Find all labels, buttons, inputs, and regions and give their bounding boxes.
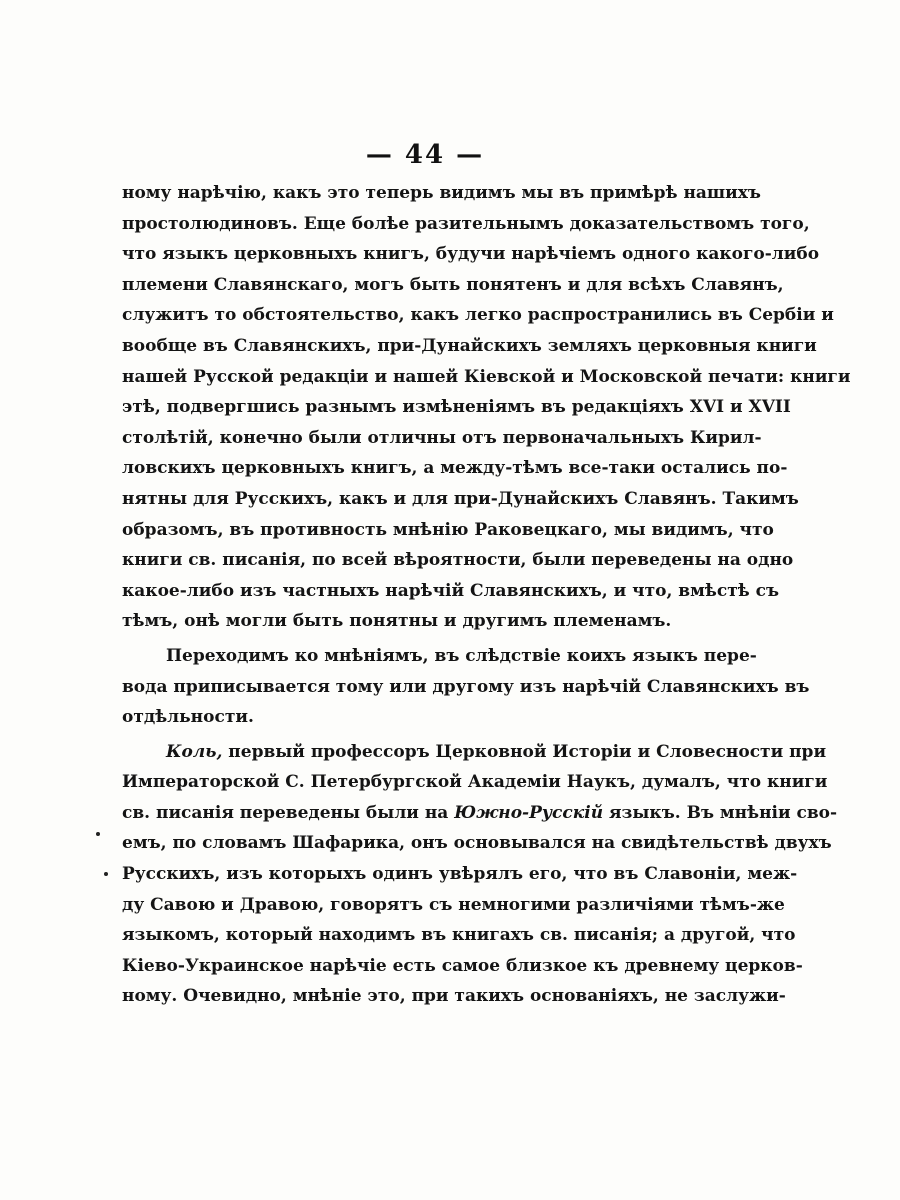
paragraph-2 xyxy=(122,641,810,733)
text-line: Переходимъ ко мнѣніямъ, въ слѣдствіе коихъ языкъ перe- xyxy=(166,645,757,666)
text-line: вообще въ Славянскихъ, при-Дунайскихъ земляхъ церковныя книги xyxy=(122,335,817,356)
text-line: нашей Русской редакціи и нашей Кіевской и Московской печати: книги xyxy=(122,366,851,387)
text-line: племени Славянскаго, могъ быть понятенъ и для всѣхъ Славянъ, xyxy=(122,274,784,295)
scan-speck xyxy=(104,872,108,876)
paragraph-3 xyxy=(122,737,838,1012)
text-line: ному. Очевидно, мнѣніе это, при такихъ основаніяхъ, не заслужи- xyxy=(122,986,786,1007)
text-span: языкъ. Въ мнѣніи сво- xyxy=(603,802,838,823)
text-line: ному нарѣчію, какъ это теперь видимъ мы въ примѣрѣ нашихъ xyxy=(122,183,761,203)
text-line: языкомъ, который находимъ въ книгахъ св. писанія; а другой, что xyxy=(122,925,796,946)
text-line: вода приписывается тому или другому изъ нарѣчій Славянскихъ въ xyxy=(122,676,810,697)
text-line: емъ, по словамъ Шафарика, онъ основывался на свидѣтельствѣ двухъ xyxy=(122,833,832,854)
text-line: что языкъ церковныхъ книгъ, будучи нарѣчіемъ одного какого-либо xyxy=(122,244,820,265)
text-line: Кіево-Украинское нарѣчіе есть самое близкое къ древнему церков- xyxy=(122,955,803,976)
text-line: отдѣльности. xyxy=(122,707,254,728)
scan-speck xyxy=(96,832,100,836)
text-line: нятны для Русскихъ, какъ и для при-Дунайскихъ Славянъ. Такимъ xyxy=(122,488,799,509)
text-line: простолюдиновъ. Еще болѣе разительнымъ доказательствомъ того, xyxy=(122,213,810,234)
author-name-kohl: Коль, xyxy=(166,741,223,762)
text-line: образомъ, въ противность мнѣнію Раковецкаго, мы видимъ, что xyxy=(122,519,774,540)
text-line: какое-либо изъ частныхъ нарѣчій Славянскихъ, и что, вмѣстѣ съ xyxy=(122,580,779,601)
italic-term: Южно-Русскій xyxy=(454,802,604,823)
text-span: первый профессоръ Церковной Исторіи и Словесности при xyxy=(222,741,827,762)
paragraph-1 xyxy=(122,178,851,637)
text-span: св. писанія переведены были на xyxy=(122,802,455,823)
text-line: Русскихъ, изъ которыхъ одинъ увѣрялъ его, что въ Славоніи, меж- xyxy=(122,864,798,885)
text-line xyxy=(122,798,838,829)
text-line: столѣтій, конечно были отличны отъ первоначальныхъ Кирил- xyxy=(122,427,762,448)
text-line: этѣ, подвергшись разнымъ измѣненіямъ въ редакціяхъ XVI и XVII xyxy=(122,397,791,418)
text-line: книги св. писанія, по всей вѣроятности, были переведены на одно xyxy=(122,550,794,571)
page-number: — 44 — xyxy=(365,140,485,170)
text-line: Императорской С. Петербургской Академіи Наукъ, думалъ, что книги xyxy=(122,772,828,793)
text-line: тѣмъ, онѣ могли быть понятны и другимъ племенамъ. xyxy=(122,611,672,632)
text-line: служитъ то обстоятельство, какъ легко распространились въ Сербіи и xyxy=(122,305,834,326)
text-line: ловскихъ церковныхъ книгъ, а между-тѣмъ все-таки остались по- xyxy=(122,458,788,479)
text-line: ду Савою и Дравою, говорятъ съ немногими различіями тѣмъ-же xyxy=(122,894,785,915)
body-text xyxy=(122,178,851,1012)
text-line xyxy=(122,737,827,768)
